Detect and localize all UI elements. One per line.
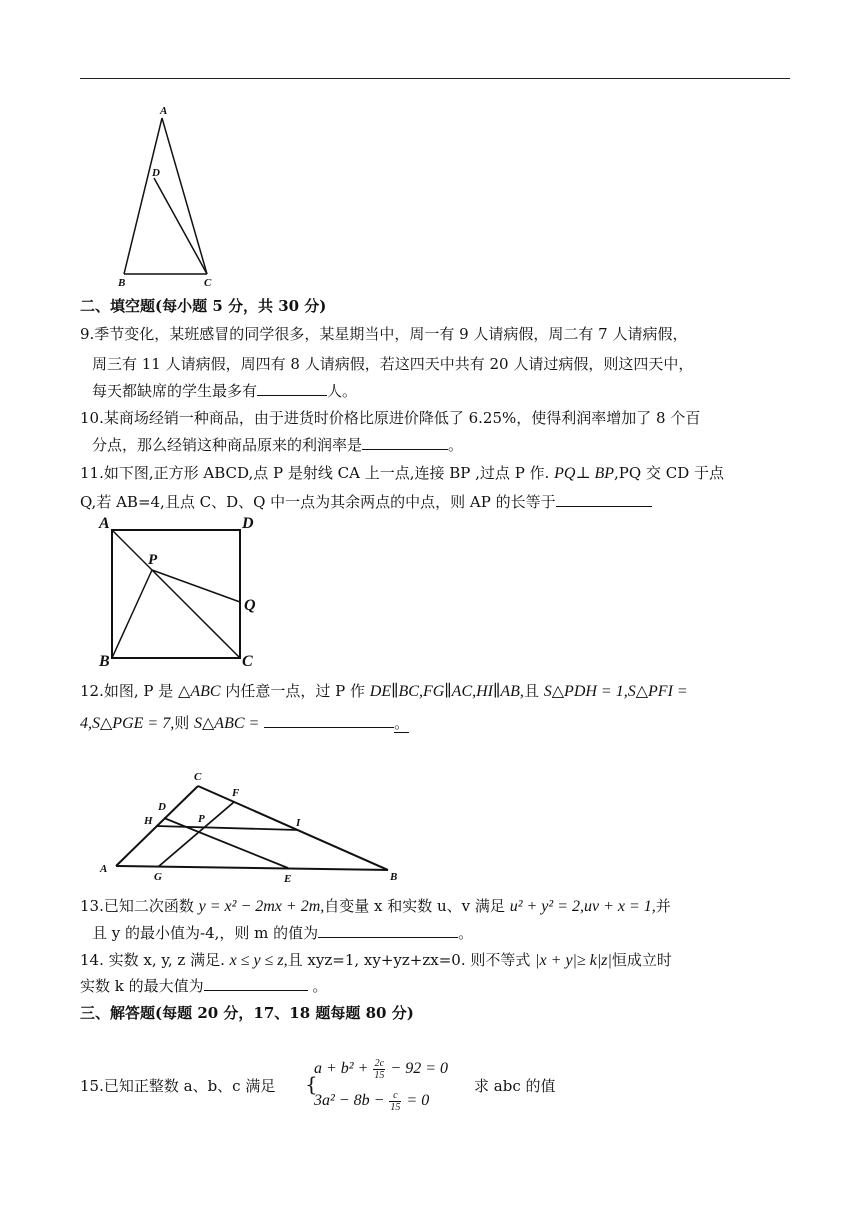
q9-answer-blank[interactable] <box>257 381 327 396</box>
label-i: I <box>296 817 301 829</box>
parallels-figure <box>92 766 412 896</box>
q15-eq1-denominator: 15 <box>374 1070 385 1081</box>
q9-line3-text: 每天都缺席的学生最多有 <box>92 382 258 400</box>
segment-de <box>164 818 288 868</box>
q14-math-order: x ≤ y ≤ z, <box>229 952 288 969</box>
q15-eq1-numerator: 2c <box>374 1058 385 1069</box>
q15-eq1-fraction <box>373 1058 385 1081</box>
label-c: C <box>194 771 202 783</box>
q15-eq1-left: a + b² + <box>314 1060 369 1078</box>
label-p: P <box>148 552 158 568</box>
q13-line1 <box>80 896 671 917</box>
q11-line1-text: 11.如下图,正方形 ABCD,点 P 是射线 CA 上一点,连接 BP ,过点 P 作. <box>80 464 550 482</box>
q12-math-areas: S△PDH = 1,S△PFI = <box>543 683 688 700</box>
q14-line2-text: 实数 k 的最大值为 <box>80 977 204 995</box>
q13-line2-tail: 。 <box>458 924 474 942</box>
q12-math-triangle: △ABC <box>178 683 221 700</box>
label-b: B <box>390 871 398 883</box>
square-figure <box>94 514 270 674</box>
q12-line1-and: 且 <box>523 682 539 700</box>
label-d: D <box>158 801 166 813</box>
label-b: B <box>118 277 126 289</box>
q12-line1-mid: 内任意一点，过 P 作 <box>225 682 365 700</box>
triangle-side-ab <box>124 118 162 274</box>
q13-line1-text: 13.已知二次函数 <box>80 897 194 915</box>
diagonal-ac <box>112 530 240 658</box>
label-e: E <box>284 873 292 885</box>
segment-hi <box>156 826 298 830</box>
q11-line2-text: Q,若 AB=4,且点 C、D、Q 中一点为其余两点的中点，则 AP 的长等于 <box>80 493 556 511</box>
q11-answer-blank[interactable] <box>556 492 652 507</box>
q14-line1-mid: 且 xyz=1, xy+yz+zx=0. 则不等式 <box>287 951 531 969</box>
q13-math-function: y = x² − 2mx + 2m, <box>198 898 325 915</box>
label-a: A <box>160 105 168 117</box>
q9-line1: 9.季节变化，某班感冒的同学很多，某星期当中，周一有 9 人请病假，周二有 7 人请病假， <box>80 325 688 343</box>
q10-answer-blank[interactable] <box>362 435 448 450</box>
q13-answer-blank[interactable] <box>318 923 458 938</box>
q9-line3 <box>92 381 357 401</box>
header-rule <box>80 78 790 79</box>
label-p: P <box>198 813 205 825</box>
label-c: C <box>204 277 212 289</box>
q13-math-condition: u² + y² = 2,uv + x = 1, <box>509 898 656 915</box>
q13-line2-text: 且 y 的最小值为-4,，则 m 的值为 <box>92 924 319 942</box>
q13-line1-mid: 自变量 x 和实数 u、v 满足 <box>324 897 505 915</box>
q10-line2-tail: 。 <box>448 436 464 454</box>
q12-answer-blank[interactable] <box>264 713 394 728</box>
q12-line1-text: 12.如图, P 是 <box>80 682 174 700</box>
section2-heading: 二、填空题(每小题 5 分，共 30 分) <box>80 297 327 315</box>
q15-equation-2 <box>314 1090 429 1113</box>
q14-line2 <box>80 976 327 996</box>
q15-tail: 求 abc 的值 <box>474 1077 556 1095</box>
q13-line2 <box>92 923 473 943</box>
q13-line1-tail: 并 <box>655 897 671 915</box>
label-h: H <box>144 815 153 827</box>
label-b: B <box>99 653 110 670</box>
label-a: A <box>99 515 110 532</box>
segment-dc <box>154 178 207 274</box>
q11-line2 <box>80 492 652 512</box>
q9-line3-tail: 人。 <box>327 382 358 400</box>
q11-line1 <box>80 463 724 484</box>
label-q: Q <box>244 597 256 614</box>
q15-eq2-numerator: c <box>389 1090 401 1102</box>
q14-math-inequality: |x + y|≥ k|z| <box>535 952 612 969</box>
q9-line2: 周三有 11 人请病假，周四有 8 人请病假，若这四天中共有 20 人请过病假，则这四天中， <box>92 355 694 373</box>
triangle-side-ac <box>162 118 207 274</box>
label-f: F <box>232 787 240 799</box>
q12-line2-tail: 。 <box>394 714 410 732</box>
q12-line1 <box>80 681 688 702</box>
q10-line2 <box>92 435 463 455</box>
segment-bp <box>112 570 152 658</box>
q15-eq2-right: = 0 <box>406 1092 430 1110</box>
q15-text: 15.已知正整数 a、b、c 满足 <box>80 1077 276 1095</box>
label-d: D <box>242 515 254 532</box>
q11-math: PQ⊥ BP <box>554 465 615 482</box>
q12-math-parallels: DE∥BC,FG∥AC,HI∥AB, <box>369 683 524 700</box>
q11-line1-tail: ,PQ 交 CD 于点 <box>614 464 724 482</box>
q15-equation-1 <box>314 1058 448 1081</box>
q14-line2-tail: 。 <box>312 977 328 995</box>
q12-line2 <box>80 713 409 734</box>
q15-brace: { <box>305 1072 318 1096</box>
q15-eq1-right: − 92 = 0 <box>390 1060 448 1078</box>
q12-math-area-abc: S△ABC = <box>194 715 260 732</box>
side-ab <box>116 866 388 870</box>
segment-pq <box>152 570 240 602</box>
q12-line2-then: 则 <box>174 714 190 732</box>
q10-line1: 10.某商场经销一种商品，由于进货时价格比原进价降低了 6.25%，使得利润率增加了 8 个百 <box>80 409 701 427</box>
label-d: D <box>152 167 160 179</box>
label-g: G <box>154 871 162 883</box>
q14-line1-text: 14. 实数 x, y, z 满足. <box>80 951 225 969</box>
label-c: C <box>242 653 253 670</box>
label-a: A <box>100 863 108 875</box>
q15-eq2-denominator: 15 <box>390 1102 401 1113</box>
segment-fg <box>158 802 234 867</box>
q12-math-area-pge: 4,S△PGE = 7, <box>80 715 175 732</box>
triangle-figure <box>110 100 220 290</box>
q10-line2-text: 分点，那么经销这种商品原来的利润率是 <box>92 436 363 454</box>
q14-line1 <box>80 950 672 971</box>
q15-eq2-fraction <box>389 1090 401 1113</box>
q14-answer-blank[interactable] <box>204 976 308 991</box>
section3-heading: 三、解答题(每题 20 分，17、18 题每题 80 分) <box>80 1004 414 1022</box>
q14-line1-tail: 恒成立时 <box>611 951 672 969</box>
q15-eq2-left: 3a² − 8b − <box>314 1092 385 1110</box>
